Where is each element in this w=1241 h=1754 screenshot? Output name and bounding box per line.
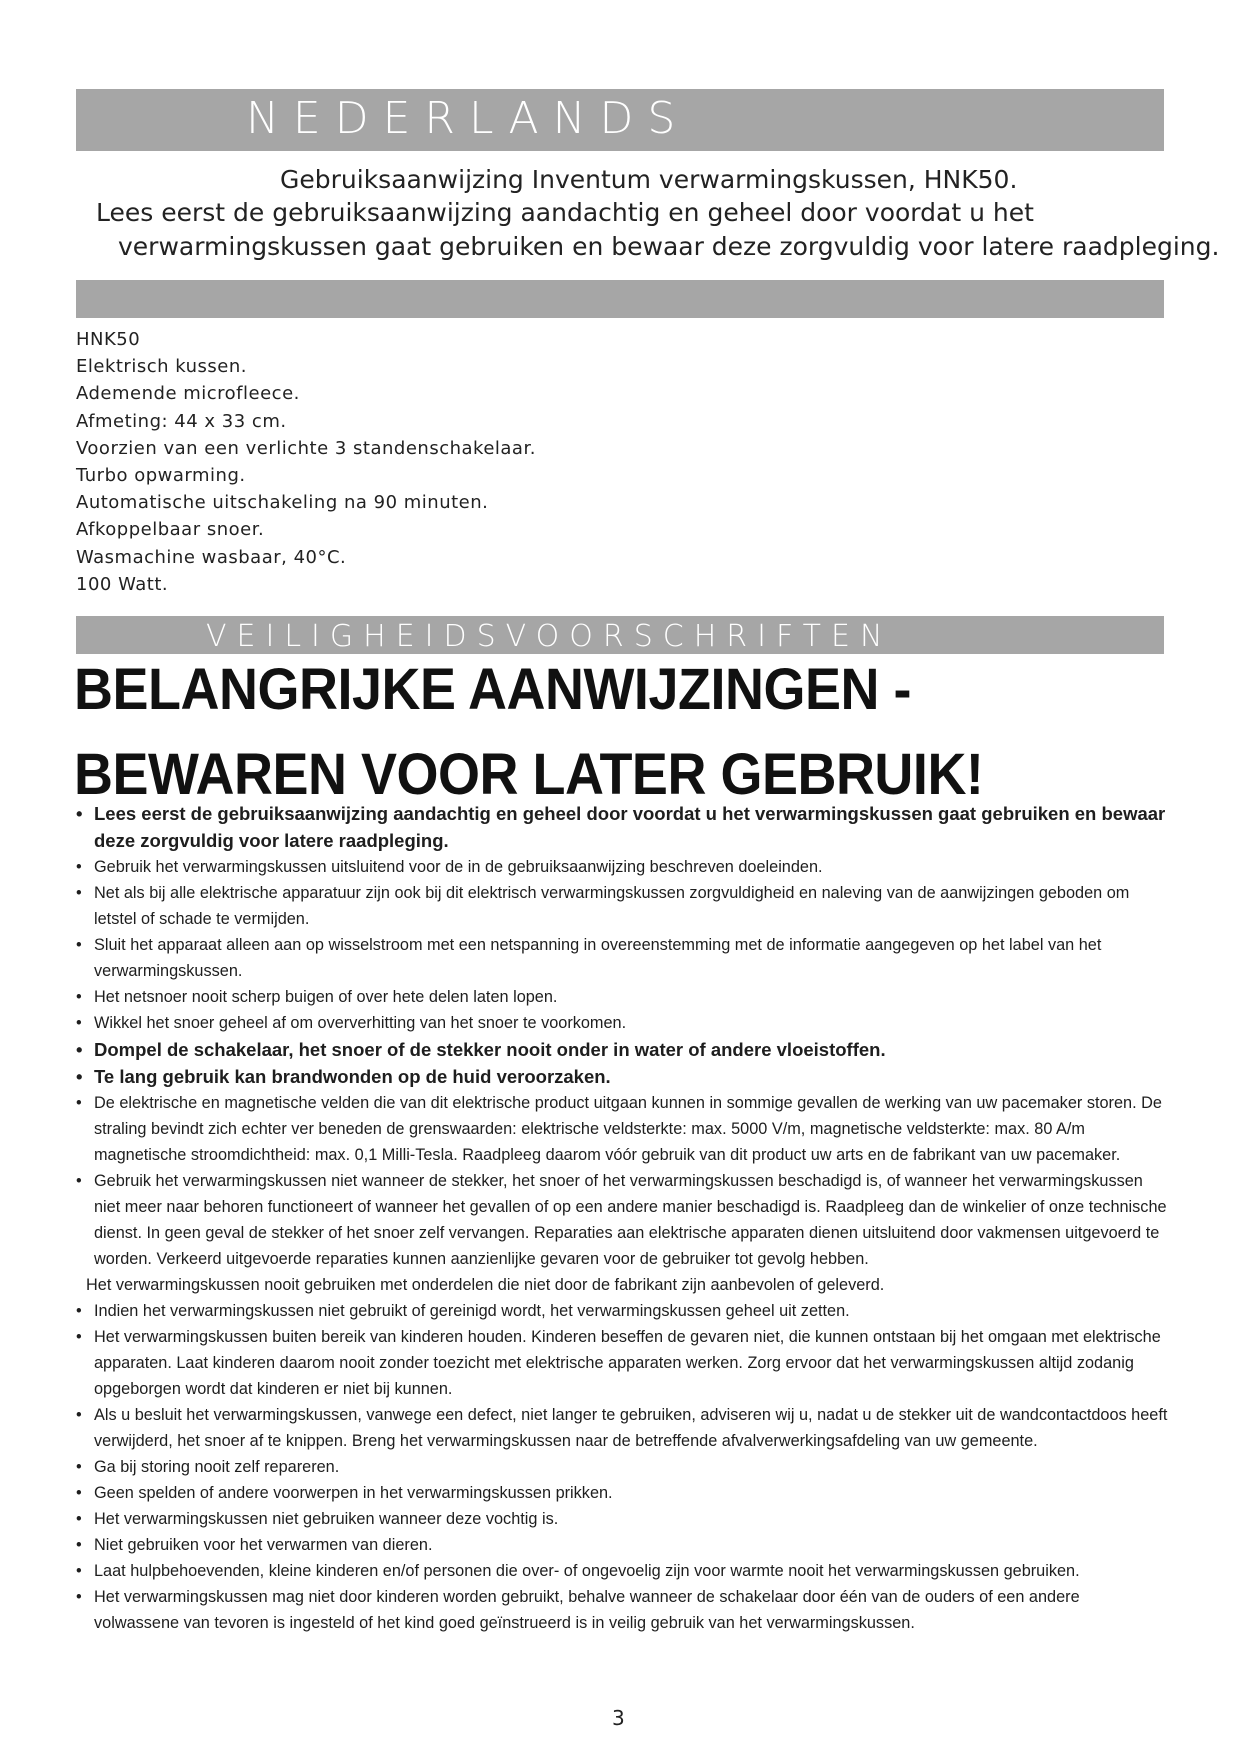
important-headline: BEWAREN VOOR LATER GEBRUIK! (74, 742, 984, 807)
bullet-marker: • (76, 1406, 82, 1424)
important-headline: BELANGRIJKE AANWIJZINGEN - (74, 657, 911, 722)
bullet-marker: • (76, 1510, 82, 1528)
bullet-marker: • (76, 988, 82, 1006)
bullet-marker: • (76, 1066, 83, 1087)
bullet-marker: • (76, 1588, 82, 1606)
bullet-marker: • (76, 1562, 82, 1580)
spec-item: HNK50 (76, 329, 141, 350)
safety-rule (74, 1324, 1169, 1402)
rule-text: Wikkel het snoer geheel af om oververhitting van het snoer te voorkomen. (94, 1014, 627, 1032)
page-number: 3 (612, 1706, 625, 1730)
bullet-marker: • (76, 1536, 82, 1554)
safety-rule (74, 880, 1169, 932)
bullet-marker: • (76, 1014, 82, 1032)
specifications-band (76, 280, 1164, 318)
safety-rule (74, 1558, 1169, 1584)
specification-list (76, 326, 536, 598)
bullet-marker: • (76, 1328, 82, 1346)
intro-title: Gebruiksaanwijzing Inventum verwarmingskussen, HNK50. (280, 165, 1018, 194)
spec-item: Turbo opwarming. (76, 465, 246, 487)
safety-header-band (76, 616, 1164, 654)
safety-rule (74, 1454, 1169, 1480)
bullet-marker: • (76, 884, 82, 902)
spec-item: Afkoppelbaar snoer. (76, 519, 265, 541)
safety-rule (74, 1298, 1169, 1324)
safety-rule (74, 1506, 1169, 1532)
safety-rule (74, 1063, 1169, 1090)
rule-text: Net als bij alle elektrische apparatuur zijn ook bij dit elektrisch verwarmingskussen zorgvuldigheid en naleving van de aanwijzingen geboden om letstel of schade te vermijden. (94, 884, 1130, 928)
safety-rule (74, 932, 1169, 984)
safety-rule (74, 1532, 1169, 1558)
safety-title: VEILIGHEIDSVOORSCHRIFTEN (206, 619, 893, 654)
spec-item: Afmeting: 44 x 33 cm. (76, 410, 287, 432)
safety-rule (74, 984, 1169, 1010)
rule-text: Sluit het apparaat alleen aan op wisselstroom met een netspanning in overeenstemming met de informatie aangegeven op het label van het verwarmingskussen. (94, 936, 1102, 980)
spec-item: Elektrisch kussen. (76, 356, 247, 378)
rule-text: Het netsnoer nooit scherp buigen of over hete delen laten lopen. (94, 988, 558, 1006)
safety-rule (74, 1090, 1169, 1168)
bullet-marker: • (76, 1172, 82, 1190)
bullet-marker: • (76, 1302, 82, 1320)
bullet-marker: • (76, 1094, 82, 1112)
bullet-marker: • (76, 1458, 82, 1476)
rule-text: Gebruik het verwarmingskussen niet wanneer de stekker, het snoer of het verwarmingskussen beschadigd is, of wanneer het verwarmingskussen niet meer naar behoren functioneert of wanneer het gevallen of op een andere manier beschadigd is. Raadpleeg dan de winkelier of onze technische dienst. In geen geval de stekker of het snoer zelf vervangen. Reparaties aan elektrische apparaten dienen uitsluitend door vakmensen uitgevoerd te worden. Verkeerd uitgevoerde reparaties kunnen aanzienlijke gevaren voor de gebruiker tot gevolg hebben. (94, 1172, 1167, 1268)
rule-text: Het verwarmingskussen buiten bereik van kinderen houden. Kinderen beseffen de gevaren niet, die kunnen ontstaan bij het omgaan met elektrische apparaten. Laat kinderen daarom nooit zonder toezicht met elektrische apparaten werken. Zorg ervoor dat het verwarmingskussen altijd zodanig opgeborgen wordt dat kinderen er niet bij kunnen. (94, 1328, 1161, 1398)
rule-text: Ga bij storing nooit zelf repareren. (94, 1458, 340, 1476)
rule-text: Als u besluit het verwarmingskussen, vanwege een defect, niet langer te gebruiken, adviseren wij u, nadat u de stekker uit de wandcontactdoos heeft verwijderd, het snoer af te knippen. Breng het verwarmingskussen naar de betreffende afvalverwerkingsafdeling van uw gemeente. (94, 1406, 1168, 1450)
bullet-marker: • (76, 858, 82, 876)
rule-text: Indien het verwarmingskussen niet gebruikt of gereinigd wordt, het verwarmingskussen geheel uit zetten. (94, 1302, 850, 1320)
rule-text: Niet gebruiken voor het verwarmen van dieren. (94, 1536, 433, 1554)
rule-text: Dompel de schakelaar, het snoer of de stekker nooit onder in water of andere vloeistoffen. (94, 1039, 886, 1060)
safety-rule (74, 1480, 1169, 1506)
safety-rule (74, 1168, 1169, 1272)
rule-text: Lees eerst de gebruiksaanwijzing aandachtig en geheel door voordat u het verwarmingskussen gaat gebruiken en bewaar deze zorgvuldig voor latere raadpleging. (94, 803, 1166, 851)
spec-item: Ademende microfleece. (76, 383, 300, 405)
spec-item: Voorzien van een verlichte 3 standenschakelaar. (76, 437, 536, 459)
rule-text: Te lang gebruik kan brandwonden op de huid veroorzaken. (94, 1066, 611, 1087)
spec-item: Wasmachine wasbaar, 40°C. (76, 546, 347, 568)
safety-rule (74, 800, 1169, 854)
bullet-marker: • (76, 936, 82, 954)
rule-text: Het verwarmingskussen nooit gebruiken met onderdelen die niet door de fabrikant zijn aanbevolen of geleverd. (86, 1276, 885, 1294)
safety-rule (74, 1010, 1169, 1036)
safety-rule (74, 1272, 1169, 1298)
rule-text: Gebruik het verwarmingskussen uitsluitend voor de in de gebruiksaanwijzing beschreven doeleinden. (94, 858, 823, 876)
language-title: NEDERLANDS (246, 93, 690, 144)
rule-text: Laat hulpbehoevenden, kleine kinderen en/of personen die over- of ongevoelig zijn voor warmte nooit het verwarmingskussen gebruiken. (94, 1562, 1080, 1580)
safety-rule (74, 1402, 1169, 1454)
bullet-marker: • (76, 1484, 82, 1502)
safety-rule (74, 854, 1169, 880)
safety-rules-list (74, 800, 1169, 1636)
spec-item: Automatische uitschakeling na 90 minuten. (76, 492, 489, 514)
rule-text: Het verwarmingskussen niet gebruiken wanneer deze vochtig is. (94, 1510, 559, 1528)
rule-text: De elektrische en magnetische velden die van dit elektrische product uitgaan kunnen in sommige gevallen de werking van uw pacemaker storen. De straling bevindt zich echter ver beneden de grenswaarden: elektrische veldsterkte: max. 5000 V/m, magnetische veldsterkte: max. 80 A/m magnetische stroomdichtheid: max. 0,1 Milli-Tesla. Raadpleeg daarom vóór gebruik van dit product uw arts en de fabrikant van uw pacemaker. (94, 1094, 1162, 1164)
bullet-marker: • (76, 803, 83, 824)
intro-line: Lees eerst de gebruiksaanwijzing aandachtig en geheel door voordat u het (96, 198, 1034, 227)
spec-item: 100 Watt. (76, 573, 169, 595)
bullet-marker: • (76, 1039, 83, 1060)
language-header-band (76, 89, 1164, 151)
rule-text: Geen spelden of andere voorwerpen in het verwarmingskussen prikken. (94, 1484, 613, 1502)
intro-line: verwarmingskussen gaat gebruiken en bewaar deze zorgvuldig voor latere raadpleging. (118, 232, 1220, 261)
rule-text: Het verwarmingskussen mag niet door kinderen worden gebruikt, behalve wanneer de schakelaar door één van de ouders of een andere volwassene van tevoren is ingesteld of het kind goed geïnstrueerd is in veilig gebruik van het verwarmingskussen. (94, 1588, 1080, 1632)
safety-rule (74, 1584, 1169, 1636)
safety-rule (74, 1036, 1169, 1063)
